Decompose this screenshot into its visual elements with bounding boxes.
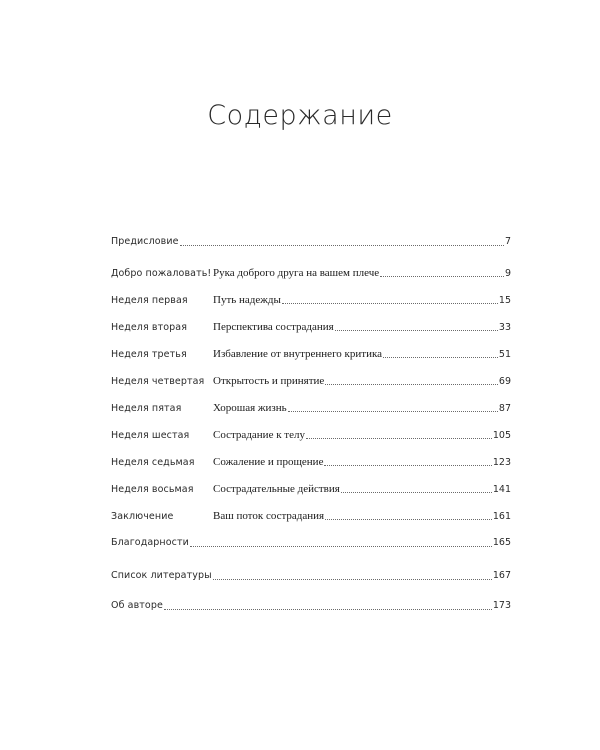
toc-entry-label: Предисловие	[111, 236, 179, 247]
toc-leader-dots	[288, 410, 498, 412]
toc-entry-bibliography[interactable]	[111, 569, 511, 583]
toc-entry-week-6[interactable]	[111, 428, 511, 442]
toc-entry-label: Неделя седьмая	[111, 457, 195, 468]
toc-page-number: 9	[504, 268, 511, 279]
toc-chapter-title: Сожаление и прощение	[213, 456, 324, 468]
toc-page-number: 167	[492, 570, 511, 581]
toc-entry-label: Неделя третья	[111, 349, 187, 360]
toc-entry-conclusion[interactable]	[111, 509, 511, 523]
toc-entry-label: Неделя восьмая	[111, 484, 194, 495]
toc-entry-week-2[interactable]	[111, 320, 511, 334]
toc-entry-label: Благодарности	[111, 537, 189, 548]
toc-leader-dots	[335, 329, 498, 331]
toc-entry-label: Неделя шестая	[111, 430, 190, 441]
toc-entry-acknowledgements[interactable]	[111, 536, 511, 550]
toc-page-number: 7	[504, 236, 511, 247]
toc-page-number: 161	[492, 511, 511, 522]
toc-page-number: 51	[498, 349, 511, 360]
toc-leader-dots	[190, 545, 492, 547]
toc-entry-label: Неделя первая	[111, 295, 188, 306]
toc-entry-week-7[interactable]	[111, 455, 511, 469]
page-title: Содержание	[207, 100, 393, 131]
toc-leader-dots	[325, 518, 492, 520]
toc-entry-about-author[interactable]	[111, 599, 511, 613]
toc-page-number: 123	[492, 457, 511, 468]
toc-entry-label: Добро пожаловать!	[111, 268, 212, 279]
toc-page-number: 173	[492, 600, 511, 611]
toc-page-number: 33	[498, 322, 511, 333]
toc-page-number: 69	[498, 376, 511, 387]
toc-chapter-title: Открытость и принятие	[213, 375, 325, 387]
toc-page-number: 87	[498, 403, 511, 414]
toc-leader-dots	[341, 491, 492, 493]
toc-chapter-title: Сострадательные действия	[213, 483, 340, 495]
toc-page-number: 165	[492, 537, 511, 548]
toc-leader-dots	[282, 302, 498, 304]
toc-entry-label: Заключение	[111, 511, 174, 522]
toc-entry-preface[interactable]	[111, 235, 511, 249]
toc-leader-dots	[164, 608, 492, 610]
toc-entry-week-3[interactable]	[111, 347, 511, 361]
toc-entry-label: Об авторе	[111, 600, 163, 611]
toc-leader-dots	[306, 437, 492, 439]
toc-page-number: 141	[492, 484, 511, 495]
toc-chapter-title: Рука доброго друга на вашем плече	[213, 267, 380, 279]
toc-page-number: 15	[498, 295, 511, 306]
toc-entry-week-4[interactable]	[111, 374, 511, 388]
toc-entry-label: Неделя четвертая	[111, 376, 205, 387]
toc-leader-dots	[325, 383, 498, 385]
toc-page-number: 105	[492, 430, 511, 441]
toc-leader-dots	[324, 464, 491, 466]
toc-chapter-title: Путь надежды	[213, 294, 281, 306]
toc-entry-label: Неделя вторая	[111, 322, 188, 333]
toc-entry-label: Список литературы	[111, 570, 212, 581]
toc-entry-week-8[interactable]	[111, 482, 511, 496]
toc-entry-week-1[interactable]	[111, 293, 511, 307]
toc-leader-dots	[383, 356, 498, 358]
toc-entry-week-5[interactable]	[111, 401, 511, 415]
toc-leader-dots	[380, 275, 504, 277]
toc-entry-welcome[interactable]	[111, 266, 511, 280]
toc-chapter-title: Сострадание к телу	[213, 429, 305, 441]
toc-chapter-title: Хорошая жизнь	[213, 402, 287, 414]
toc-chapter-title: Избавление от внутреннего критика	[213, 348, 383, 360]
toc-leader-dots	[180, 244, 504, 246]
toc-entry-label: Неделя пятая	[111, 403, 182, 414]
toc-chapter-title: Перспектива сострадания	[213, 321, 334, 333]
toc-leader-dots	[213, 578, 492, 580]
toc-chapter-title: Ваш поток сострадания	[213, 510, 325, 522]
